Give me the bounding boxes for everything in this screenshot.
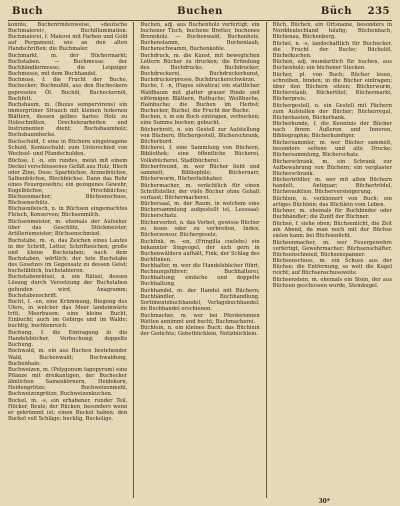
dictionary-entry: Bücherfreund, m. wer Bücher liebt und sammelt, Bibliophile; Büchernarr, Bücherwurm, Bücherliebhaber. xyxy=(140,164,260,183)
dictionary-entry: Büchner, m. ehemals für Buchbinder oder Buchhändler; die Zunft der Büchner. xyxy=(272,208,392,221)
dictionary-entry: Büchlein, n. ein kleines Buch; das Büchlein der Gedichte; Gebetbüchlein, Notizbüchlein. xyxy=(140,325,260,338)
dictionary-entry: Buchweizen, m. (Polygonum fagopyrum) eine Pflanze mit dreikantigen, der Buchecker ähnlichen Samenkörnern, Heidekorn, Heidengrütze; Buchweizenmehl, Buchweizengrütze, Buchweizenkuchen. xyxy=(8,367,128,398)
dictionary-entry: Buchfink, m. -en, (Fringilla coelebs) ein bekannter Singvogel, der sich gern in Buchenwäldern aufhält, Fink; der Schlag des Buchfinken. xyxy=(140,238,260,263)
dictionary-entry: Bücherverbot, n. das Verbot, gewisse Bücher zu lesen oder zu verbreiten, Index; Bücherzensur, Büchergesetz. xyxy=(140,220,260,239)
dictionary-entry: Buchen, v. in ein Buch eintragen, verbuchen; eine Summe buchen; gebucht. xyxy=(140,114,260,127)
dictionary-entry: Büchsenschuss, m. ein Schuss aus der Büchse; die Entfernung, so weit die Kugel reicht; auf Büchsenschussweite. xyxy=(272,258,392,277)
column-left xyxy=(8,22,127,498)
dictionary-entry: Büchsenmacher, m. wer Feuergewehre verfertigt, Gewehrmacher; Büchsenschäfter, Büchsenschmied, Büchsenspanner. xyxy=(272,239,392,258)
dictionary-entry: Büchergestell, n. ein Gestell mit Fächern zum Aufstellen der Bücher; Bücherregal, Bücherkasten, Bücherbank. xyxy=(272,102,392,121)
column-rule xyxy=(133,22,134,498)
header-center-word: Buchen xyxy=(177,6,223,17)
dictionary-entry: Büchse, f. siehe oben; Büchsenlicht, die Zeit am Abend, da man noch mit der Büchse zielen kann; bei Büchsenlicht. xyxy=(272,221,392,240)
dictionary-entry: Büchsenfleisch, n. in Büchsen eingemachtes Fleisch, Konserven; Büchsenmilch. xyxy=(8,206,128,219)
dictionary-entry: Buchdruck, m. die Kunst, mit beweglichen Lettern Bücher zu drucken; die Erfindung des Buchdrucks. Buchdrucker, Buchdruckerei, Buchdruckerkunst, Buchdruckerpresse, Buchdruckerschwärze. xyxy=(140,52,260,83)
signature-mark: 30* xyxy=(318,498,330,505)
dictionary-entry: Büchen, adj. mundartlich für buchen, aus Buchenholz; ein büchener Stecken. xyxy=(272,59,392,72)
dictionary-entry: Buchsbaum, m. (Buxus sempervirens) ein immergrüner Strauch mit kleinen ledernen Blättern, dessen gelbes hartes Holz zu Holzschnitten, Drechslerarbeiten und Instrumenten dient; Buchsbaumholz; Buchsbaumhecke. xyxy=(8,102,128,139)
dictionary-entry: Büchertrödler, m. wer mit alten Büchern handelt, Antiquar; Büchertrödel, Bücherauktion, Bücherversteigerung. xyxy=(272,177,392,196)
dictionary-entry: Büchersammler, m. wer Bücher sammelt, besonders seltene und alte Drucke; Büchersammlung, Bücherschatz. xyxy=(272,139,392,158)
dictionary-entry: Büchse, f. -n, ein rundes, meist mit einem Deckel verschlossenes Gefäß aus Holz, Blech oder Zinn, Dose; Sparbüchse, Arzneibüchse, Salbenbüchse, Blechbüchse. Dann das Rohr eines Feuergewehrs; ein gezogenes Gewehr, Kugelbüchse, Pirschbüchse; Büchsenmacher; Büchsenschuss, Büchsenschütz. xyxy=(8,157,128,206)
dictionary-entry: Büchlein, n. verkleinert von Buch; ein artiges Büchlein; das Büchlein vom Leben. xyxy=(272,195,392,208)
dictionary-entry: Buchhalter, m. wer die Handelsbücher führt, Rechnungsführer; Buchhalterei, Buchhaltung; einfache und doppelte Buchhaltung. xyxy=(140,263,260,288)
dictionary-entry: Büchsenmeister, m. ehemals der Aufseher über das Geschütz, Stückmeister, Artilleriemeister; Büchsenschmied. xyxy=(8,219,128,238)
header-right-word: Büch xyxy=(320,6,352,17)
dictionary-entry: Bücherschrank, m. ein Schrank zur Aufbewahrung von Büchern; ein verglaster Bücherschrank. xyxy=(272,158,392,177)
dictionary-entry: Buchstabe, m. -n, das Zeichen eines Lautes in der Schrift, Letter, Schriftzeichen; große und kleine Buchstaben; nach dem Buchstaben, wörtlich; der tote Buchstabe des Gesetzes im Gegensatz zu dessen Geist; buchstäblich, buchstabieren. xyxy=(8,237,128,274)
page-header xyxy=(8,4,392,21)
dictionary-entry: Buchstabenrätsel, n. ein Rätsel, dessen Lösung durch Versetzung der Buchstaben gefunden wird, Anagramm; Buchstabenschrift. xyxy=(8,274,128,299)
dictionary-entry: Buchmacher, m. wer bei Pferderennen Wetten annimmt und bucht; Buchmacherei. xyxy=(140,312,260,325)
dictionary-entry: Bücherkunde, f. die Kenntnis der Bücher nach ihrem Äußeren und Inneren, Bibliographie; Bücherkundiger. xyxy=(272,121,392,140)
dictionary-entry: Bücherbrett, n. ein Gestell zur Aufstellung von Büchern, Büchergestell, Bücherschrank, Bücherbord. xyxy=(140,126,260,145)
dictionary-entry: Büchermacher, m. verächtlich für einen Schriftsteller, der viele Bücher ohne Gehalt verfasst; Büchermacherei. xyxy=(140,182,260,201)
dictionary-entry: Büchel, n. -s, landschaftlich für Buchecker, die Frucht der Buche; Büchelöl, Büchelkuchen. xyxy=(272,40,392,59)
dictionary-entry: Buchhandel, m. der Handel mit Büchern; Buchhändler, Buchhandlung, Sortimentsbuchhandel, Verlagsbuchhandel; im Buchhandel erschienen. xyxy=(140,288,260,313)
dictionary-entry: konnte, Buchenrindenweise, »deutsche Buchmalerei«, Buchillumination. Buchmalerei, f. Malerei mit Farben und Gold auf Pergament, wie an den alten Handschriften; die Buchmaler. xyxy=(8,22,128,53)
dictionary-entry: Buchnuss, f. die Frucht der Buche, Buchecker; Buchnußöl, aus den Bucheckern gepresstes Öl. Buchöl, Bucheckernöl, Buchfett. xyxy=(8,77,128,102)
header-left-word: Buch xyxy=(12,6,44,17)
dictionary-entry: Büchsenstein, m. ehemals ein Stein, der aus Büchsen geschossen wurde, Steinkugel. xyxy=(272,276,392,289)
dictionary-entry: Buchen, adj. aus Buchenholz verfertigt; ein buchener Tisch, buchene Bretter, buchenes Brennholz. — Buchenwald, Buchenholz, Buchenstamm, Buchenlaub, Buchenschwamm, Buchenkohle. xyxy=(140,22,260,53)
dictionary-entry: Buchmarkt, m. der Büchermarkt; Buchstaben. — Buchmesse: der Buchhändlermesse; die Leipziger Buchmesse, mit dem Buchhandel. xyxy=(8,52,128,77)
dictionary-entry: Bucht, f. -en, eine Krümmung, Biegung des Ufers, in welcher das Meer landeinwärts tritt, Meerbusen; eine kleine Bucht, Einbucht; auch im Gebirge und im Walde; buchtig, buchtenreich. xyxy=(8,299,128,330)
column-middle xyxy=(140,22,259,498)
column-rule xyxy=(266,22,267,498)
dictionary-entry: Bücher, pl. von Buch; Bücher lesen, schreiben, binden; in die Bücher eintragen; über den Büchern sitzen; Bücherwurm, Bücherstaub, Büchertitel, Büchermarkt, Bücherpreis. xyxy=(272,71,392,103)
text-columns xyxy=(8,22,392,498)
dictionary-entry: Buchschuld, f. eine in Büchern eingetragene Schuld, Kontoschuld; zum Unterschied von Wechsel- und Pfandschulden. xyxy=(8,138,128,157)
dictionary-entry: Buchwald, m. ein aus Buchen bestehender Wald, Buchenwald; Buchwaldung, Buchenhain. xyxy=(8,348,128,367)
dictionary-entry: Buche, f. -n, (Fagus silvatica) ein stattlicher Waldbaum mit glatter grauer Rinde und eiförmigen Blättern, Rotbuche; Weißbuche, Hainbuche; die Buchen im Herbst; Buchecker, Buchel, die Frucht der Buche. xyxy=(140,83,260,114)
dictionary-entry: Bücherei, f. eine Sammlung von Büchern, Bibliothek; eine öffentliche Bücherei, Volksbücherei, Stadtbücherei. xyxy=(140,145,260,164)
column-right xyxy=(273,22,392,498)
dictionary-entry: Buchung, f. die Eintragung in die Handelsbücher, Verbuchung; doppelte Buchung. xyxy=(8,329,128,348)
page-number: 235 xyxy=(367,6,390,17)
dictionary-entry: Büch, Büchen, ein Ortsname, besonders in Norddeutschland häufig; Büchenbach, Büchenau, Büchenberg. xyxy=(272,22,392,41)
dictionary-entry: Buckel, m. -s, ein erhabener, runder Teil, Höcker, Beule; der Rücken, besonders wenn er gekrümmt ist; einen Buckel haben; den Buckel voll Schläge; bucklig, Buckelige. xyxy=(8,397,128,422)
dictionary-entry: Büchersaal, m. der Raum, in welchem eine Büchersammlung aufgestellt ist, Lesesaal; Bücherschatz. xyxy=(140,201,260,220)
